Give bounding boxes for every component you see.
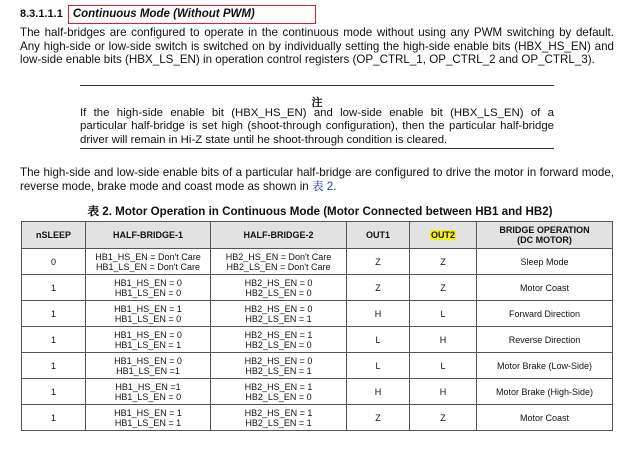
cell-hb2-low-side: HB2_LS_EN = 1 (245, 313, 312, 324)
note-top-divider (80, 85, 554, 86)
table-row (22, 275, 613, 301)
header-nsleep: nSLEEP (22, 222, 86, 249)
mode-paragraph (20, 166, 614, 193)
cell-nsleep: 1 (22, 301, 86, 327)
cell-hb1-high-side: HB1_HS_EN =1 (115, 381, 181, 392)
cell-hb1-low-side: HB1_LS_EN = 1 (114, 417, 182, 428)
table-row (22, 379, 613, 405)
table-header-row (22, 222, 613, 249)
cell-nsleep: 1 (22, 353, 86, 379)
cell-half-bridge-1 (86, 353, 211, 379)
cell-out1: Z (347, 249, 410, 275)
cell-hb2-high-side: HB2_HS_EN = 0 (244, 355, 313, 366)
cell-half-bridge-2 (211, 327, 347, 353)
cell-nsleep: 1 (22, 379, 86, 405)
cell-hb2-low-side: HB2_LS_EN = 0 (245, 339, 312, 350)
note-text: If the high-side enable bit (HBX_HS_EN) and low-side enable bit (HBX_LS_EN) of a particular half-bridge is set high (shoot-through configuration), then the particular half-bridge driver will remain in Hi-Z state until he shoot-through condition is cleared. (80, 107, 554, 146)
mode-paragraph-text: The high-side and low-side enable bits of a particular half-bridge are configured to drive the motor in forward mode, reverse mode, brake mode and coast mode as shown in (20, 166, 614, 193)
cell-half-bridge-1 (86, 379, 211, 405)
cell-half-bridge-1 (86, 301, 211, 327)
cell-out2: H (410, 327, 477, 353)
intro-paragraph: The half-bridges are configured to operate in the continuous mode without using any PWM switching by default. Any high-side or low-side switch is switched on by individually setting the high-side enable bits (HBX_HS_EN) and low-side enable bits (HBX_LS_EN) in operation control registers (OP_CTRL_1, OP_CTRL_2 and OP_CTRL_3). (20, 26, 614, 67)
cell-hb1-low-side: HB1_LS_EN = 1 (114, 339, 182, 350)
cell-hb1-high-side: HB1_HS_EN = 0 (114, 277, 182, 288)
cell-hb2-low-side: HB2_LS_EN = Don't Care (226, 261, 331, 272)
cell-hb2-low-side: HB2_LS_EN = 0 (245, 287, 312, 298)
motor-operation-table (21, 221, 613, 431)
table-row (22, 327, 613, 353)
cell-out2: Z (410, 249, 477, 275)
cell-hb1-low-side: HB1_LS_EN = 0 (114, 313, 182, 324)
cell-bridge-operation: Motor Brake (Low-Side) (477, 353, 613, 379)
cell-hb2-high-side: HB2_HS_EN = 1 (244, 407, 313, 418)
cell-out1: L (347, 327, 410, 353)
cell-half-bridge-2 (211, 405, 347, 431)
cell-half-bridge-2 (211, 301, 347, 327)
cell-half-bridge-2 (211, 379, 347, 405)
table-row (22, 301, 613, 327)
header-bridge-operation-line1: BRIDGE OPERATION (499, 225, 590, 235)
table-reference-link[interactable]: 表 2 (311, 179, 334, 193)
header-half-bridge-1: HALF-BRIDGE-1 (86, 222, 211, 249)
header-out1: OUT1 (347, 222, 410, 249)
cell-hb1-low-side: HB1_LS_EN = 0 (114, 391, 182, 402)
cell-half-bridge-1 (86, 405, 211, 431)
cell-out2: Z (410, 405, 477, 431)
cell-hb2-high-side: HB2_HS_EN = 0 (244, 303, 313, 314)
cell-out2: L (410, 301, 477, 327)
cell-out2: H (410, 379, 477, 405)
cell-half-bridge-2 (211, 275, 347, 301)
cell-hb1-high-side: HB1_HS_EN = Don't Care (95, 251, 201, 262)
note-bottom-divider (80, 148, 554, 149)
cell-half-bridge-1 (86, 249, 211, 275)
cell-hb2-low-side: HB2_LS_EN = 1 (245, 417, 312, 428)
cell-hb1-high-side: HB1_HS_EN = 0 (114, 355, 182, 366)
cell-half-bridge-1 (86, 275, 211, 301)
cell-nsleep: 1 (22, 405, 86, 431)
cell-half-bridge-1 (86, 327, 211, 353)
cell-out1: H (347, 301, 410, 327)
cell-bridge-operation: Motor Coast (477, 405, 613, 431)
table-body (22, 249, 613, 431)
cell-bridge-operation: Motor Coast (477, 275, 613, 301)
table-row (22, 405, 613, 431)
header-bridge-operation (477, 222, 613, 249)
table-row (22, 353, 613, 379)
cell-nsleep: 1 (22, 275, 86, 301)
cell-bridge-operation: Forward Direction (477, 301, 613, 327)
cell-hb1-low-side: HB1_LS_EN = Don't Care (95, 261, 201, 272)
cell-out1: Z (347, 405, 410, 431)
note-label: 注 (311, 97, 323, 109)
cell-hb1-high-side: HB1_HS_EN = 1 (114, 407, 182, 418)
section-heading (20, 4, 316, 24)
cell-bridge-operation: Sleep Mode (477, 249, 613, 275)
cell-nsleep: 0 (22, 249, 86, 275)
cell-half-bridge-2 (211, 249, 347, 275)
cell-bridge-operation: Motor Brake (High-Side) (477, 379, 613, 405)
cell-out1: H (347, 379, 410, 405)
cell-hb1-high-side: HB1_HS_EN = 0 (114, 329, 182, 340)
cell-hb2-low-side: HB2_LS_EN = 0 (245, 391, 312, 402)
cell-hb2-low-side: HB2_LS_EN = 1 (245, 365, 312, 376)
section-title: Continuous Mode (Without PWM) (68, 5, 316, 24)
header-out2 (410, 222, 477, 249)
mode-paragraph-end: . (333, 179, 337, 193)
cell-out1: L (347, 353, 410, 379)
cell-hb1-high-side: HB1_HS_EN = 1 (114, 303, 182, 314)
cell-out1: Z (347, 275, 410, 301)
cell-bridge-operation: Reverse Direction (477, 327, 613, 353)
cell-hb2-high-side: HB2_HS_EN = 1 (244, 329, 313, 340)
table-caption: 表 2. Motor Operation in Continuous Mode (Motor Connected between HB1 and HB2) (87, 205, 553, 218)
cell-hb1-low-side: HB1_LS_EN = 0 (114, 287, 182, 298)
cell-hb2-high-side: HB2_HS_EN = Don't Care (225, 251, 332, 262)
cell-nsleep: 1 (22, 327, 86, 353)
cell-half-bridge-2 (211, 353, 347, 379)
header-half-bridge-2: HALF-BRIDGE-2 (211, 222, 347, 249)
header-bridge-operation-line2: (DC MOTOR) (517, 235, 572, 245)
cell-hb2-high-side: HB2_HS_EN = 0 (244, 277, 313, 288)
cell-hb2-high-side: HB2_HS_EN = 1 (244, 381, 313, 392)
header-out2-highlight: OUT2 (430, 230, 455, 240)
table-row (22, 249, 613, 275)
cell-out2: Z (410, 275, 477, 301)
cell-hb1-low-side: HB1_LS_EN =1 (116, 365, 180, 376)
section-number: 8.3.1.1.1 (20, 8, 63, 20)
cell-out2: L (410, 353, 477, 379)
